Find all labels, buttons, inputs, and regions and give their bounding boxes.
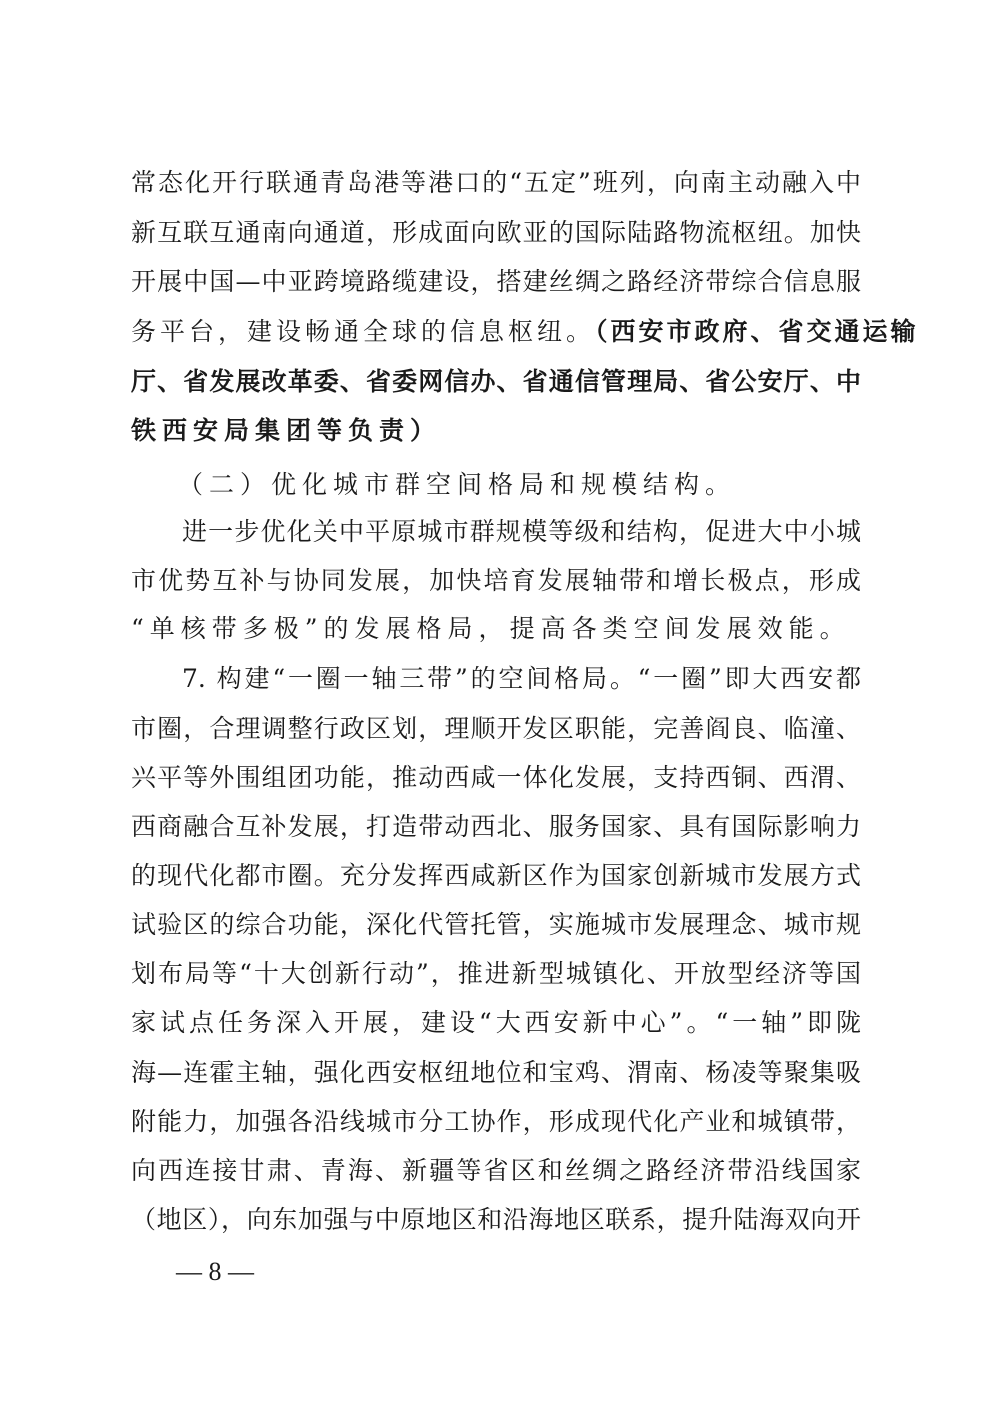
text-line: 向西连接甘肃、青海、新疆等省区和丝绸之路经济带沿线国家: [131, 1156, 861, 1185]
text-line: 市圈，合理调整行政区划，理顺开发区职能，完善阎良、临潼、: [131, 714, 861, 743]
text-line: 进一步优化关中平原城市群规模等级和结构，促进大中小城: [182, 517, 861, 546]
responsibility-note: 厅、省发展改革委、省委网信办、省通信管理局、省公安厅、中: [131, 367, 861, 396]
text-line: 海—连霍主轴，强化西安枢纽地位和宝鸡、渭南、杨凌等聚集吸: [131, 1058, 861, 1087]
text-line: 常态化开行联通青岛港等港口的“五定”班列，向南主动融入中: [131, 168, 861, 197]
responsibility-note: （西安市政府、省交通运输: [595, 317, 919, 346]
text-line: 兴平等外围组团功能，推动西咸一体化发展，支持西铜、西渭、: [131, 763, 861, 792]
text-line: 附能力，加强各沿线城市分工协作，形成现代化产业和城镇带，: [131, 1107, 861, 1136]
responsibility-note: 铁西安局集团等负责）: [131, 416, 442, 445]
section-heading: （二）优化城市群空间格局和规模结构。: [178, 470, 737, 499]
text-line: 试验区的综合功能，深化代管托管，实施城市发展理念、城市规: [131, 910, 861, 939]
text-segment: 务平台，建设畅通全球的信息枢纽。: [131, 317, 596, 346]
text-line: 开展中国—中亚跨境路缆建设，搭建丝绸之路经济带综合信息服: [131, 267, 861, 296]
text-line: 7. 构建“一圈一轴三带”的空间格局。“一圈”即大西安都: [182, 664, 861, 693]
text-line: 西商融合互补发展，打造带动西北、服务国家、具有国际影响力: [131, 812, 861, 841]
text-line: “单核带多极”的发展格局，提高各类空间发展效能。: [131, 614, 851, 643]
text-line: 划布局等“十大创新行动”，推进新型城镇化、开放型经济等国: [131, 959, 861, 988]
text-line: 的现代化都市圈。充分发挥西咸新区作为国家创新城市发展方式: [131, 861, 861, 890]
text-line: [131, 308, 919, 356]
text-line: 家试点任务深入开展，建设“大西安新中心”。“一轴”即陇: [131, 1008, 861, 1037]
text-line: 新互联互通南向通道，形成面向欧亚的国际陆路物流枢纽。加快: [131, 218, 861, 247]
text-line: 市优势互补与协同发展，加快培育发展轴带和增长极点，形成: [131, 566, 861, 595]
page-number: — 8 —: [176, 1257, 254, 1286]
text-line: （地区），向东加强与中原地区和沿海地区联系，提升陆海双向开: [131, 1205, 861, 1234]
